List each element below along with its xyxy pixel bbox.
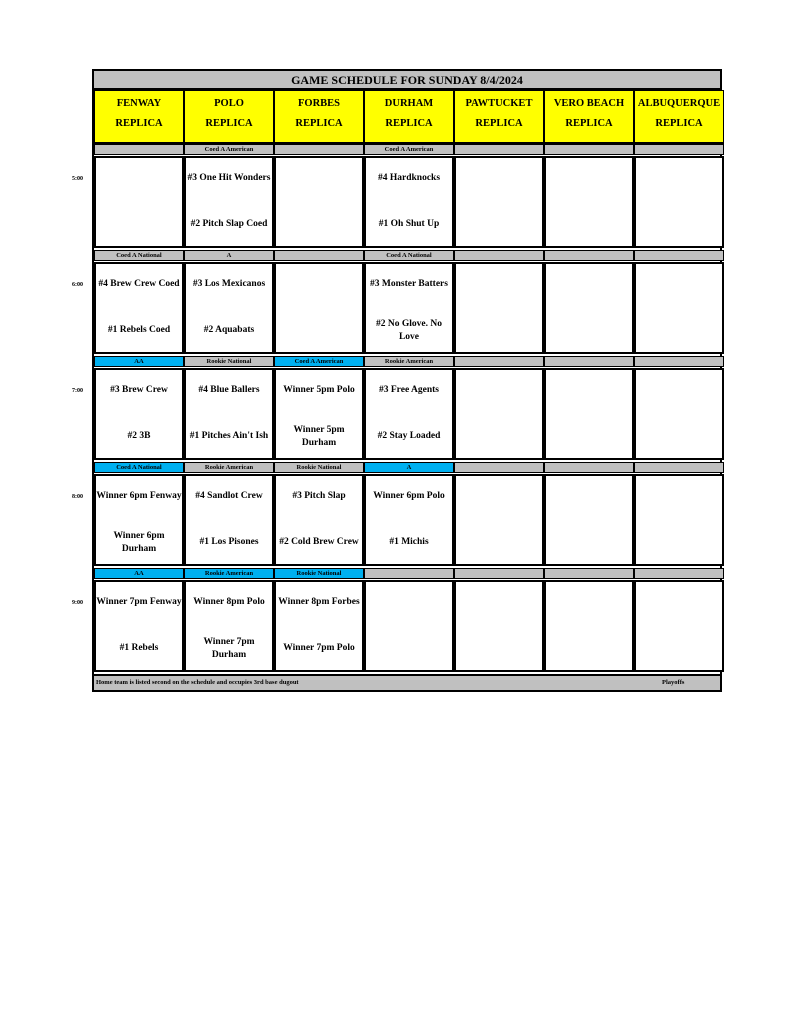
division-label [274, 250, 364, 261]
field-header-vero-beach [544, 90, 634, 144]
game-cell [364, 262, 454, 354]
field-type: REPLICA [475, 118, 523, 129]
field-header-forbes [274, 90, 364, 144]
division-label: Coed A American [364, 144, 454, 155]
field-type: REPLICA [655, 118, 703, 129]
division-label: Coed A National [364, 250, 454, 261]
home-team: #2 Cold Brew Crew [279, 537, 359, 547]
home-team: Winner 7pm Durham [203, 637, 255, 660]
away-team: Winner 7pm Fenway [96, 597, 182, 607]
field-header-polo [184, 90, 274, 144]
home-team: #2 Pitch Slap Coed [190, 219, 268, 229]
home-team: Winner 6pm Durham [113, 531, 165, 554]
game-cell [634, 474, 724, 566]
game-cell [184, 262, 274, 354]
time-label: 8:00 [72, 494, 83, 500]
division-label [544, 568, 634, 579]
footer-bar [94, 674, 720, 690]
away-team: Winner 6pm Polo [373, 491, 445, 501]
away-team: Winner 8pm Forbes [278, 597, 360, 607]
division-label: Rookie National [274, 462, 364, 473]
division-label: AA [94, 356, 184, 367]
home-team: #2 Stay Loaded [377, 431, 441, 441]
field-header-fenway [94, 90, 184, 144]
home-team: #2 Aquabats [203, 325, 255, 335]
division-label: Coed A American [274, 356, 364, 367]
field-name: FORBES [297, 98, 340, 109]
game-cell [544, 262, 634, 354]
away-team: #4 Hardknocks [377, 173, 441, 183]
field-type: REPLICA [385, 118, 433, 129]
division-label [634, 356, 724, 367]
away-team: Winner 5pm Polo [283, 385, 355, 395]
division-label [634, 144, 724, 155]
game-cell [364, 580, 454, 672]
away-team: Winner 8pm Polo [193, 597, 265, 607]
field-header-pawtucket [454, 90, 544, 144]
division-label: Coed A National [94, 462, 184, 473]
game-cell [94, 580, 184, 672]
game-cell [454, 156, 544, 248]
away-team: #4 Brew Crew Coed [98, 279, 180, 289]
home-team: Winner 5pm Durham [293, 425, 345, 448]
field-name: VERO BEACH [553, 98, 625, 109]
playoffs-label: Playoffs [662, 679, 685, 686]
game-cell [544, 580, 634, 672]
schedule-title: GAME SCHEDULE FOR SUNDAY 8/4/2024 [94, 71, 720, 90]
division-label [274, 144, 364, 155]
game-cell [94, 368, 184, 460]
field-type: REPLICA [565, 118, 613, 129]
field-type: REPLICA [115, 118, 163, 129]
game-cell [274, 368, 364, 460]
division-label [544, 462, 634, 473]
time-label: 9:00 [72, 600, 83, 606]
game-cell [184, 368, 274, 460]
division-label: Coed A American [184, 144, 274, 155]
division-label [454, 568, 544, 579]
field-type: REPLICA [295, 118, 343, 129]
game-cell [94, 156, 184, 248]
home-team: #1 Oh Shut Up [378, 219, 440, 229]
game-cell [274, 580, 364, 672]
time-label: 5:00 [72, 176, 83, 182]
game-cell [274, 262, 364, 354]
game-cell [544, 368, 634, 460]
field-name: DURHAM [384, 98, 434, 109]
division-label [454, 462, 544, 473]
away-team: #4 Blue Ballers [198, 385, 260, 395]
division-label: Rookie American [184, 568, 274, 579]
game-cell [274, 474, 364, 566]
division-label [544, 356, 634, 367]
division-label [544, 250, 634, 261]
division-label [94, 144, 184, 155]
division-label [364, 568, 454, 579]
division-label [634, 568, 724, 579]
away-team: Winner 6pm Fenway [96, 491, 182, 501]
game-cell [94, 262, 184, 354]
time-label: 7:00 [72, 388, 83, 394]
field-header-albuquerque [634, 90, 724, 144]
division-label: Coed A National [94, 250, 184, 261]
division-label [634, 462, 724, 473]
game-cell [184, 156, 274, 248]
away-team: #3 Brew Crew [110, 385, 168, 395]
field-name: PAWTUCKET [465, 98, 533, 109]
home-team: #1 Pitches Ain't Ish [189, 431, 269, 441]
home-team: #1 Rebels Coed [107, 325, 171, 335]
away-team: #3 One Hit Wonders [187, 173, 271, 183]
division-label [454, 250, 544, 261]
game-cell [364, 474, 454, 566]
game-cell [454, 262, 544, 354]
home-team: #2 3B [127, 431, 151, 441]
field-name: POLO [214, 98, 244, 109]
division-label [634, 250, 724, 261]
game-cell [634, 262, 724, 354]
game-cell [274, 156, 364, 248]
division-label [454, 356, 544, 367]
field-type: REPLICA [205, 118, 253, 129]
game-cell [454, 368, 544, 460]
game-cell [634, 580, 724, 672]
game-cell [544, 156, 634, 248]
away-team: #3 Monster Batters [370, 279, 448, 289]
away-team: #3 Los Mexicanos [192, 279, 266, 289]
game-cell [634, 368, 724, 460]
time-label: 6:00 [72, 282, 83, 288]
game-cell [94, 474, 184, 566]
game-cell [544, 474, 634, 566]
game-cell [184, 474, 274, 566]
division-label: Rookie American [184, 462, 274, 473]
footer-note: Home team is listed second on the schedule and occupies 3rd base dugout [96, 679, 299, 686]
home-team: #2 No Glove. No Love [376, 319, 442, 342]
game-cell [184, 580, 274, 672]
game-cell [634, 156, 724, 248]
field-name: ALBUQUERQUE [637, 98, 721, 109]
game-cell [364, 368, 454, 460]
game-cell [364, 156, 454, 248]
division-label: Rookie National [274, 568, 364, 579]
away-team: #3 Free Agents [379, 385, 439, 395]
division-label: Rookie National [184, 356, 274, 367]
home-team: Winner 7pm Polo [283, 643, 355, 653]
schedule-table [92, 69, 722, 692]
home-team: #1 Rebels [119, 643, 159, 653]
field-header-durham [364, 90, 454, 144]
home-team: #1 Michis [389, 537, 429, 547]
division-label: AA [94, 568, 184, 579]
game-cell [454, 474, 544, 566]
division-label [454, 144, 544, 155]
division-label: Rookie American [364, 356, 454, 367]
division-label: A [364, 462, 454, 473]
field-name: FENWAY [116, 98, 162, 109]
division-label [544, 144, 634, 155]
division-label: A [184, 250, 274, 261]
away-team: #4 Sandlot Crew [195, 491, 263, 501]
away-team: #3 Pitch Slap [292, 491, 346, 501]
game-cell [454, 580, 544, 672]
home-team: #1 Los Pisones [199, 537, 259, 547]
